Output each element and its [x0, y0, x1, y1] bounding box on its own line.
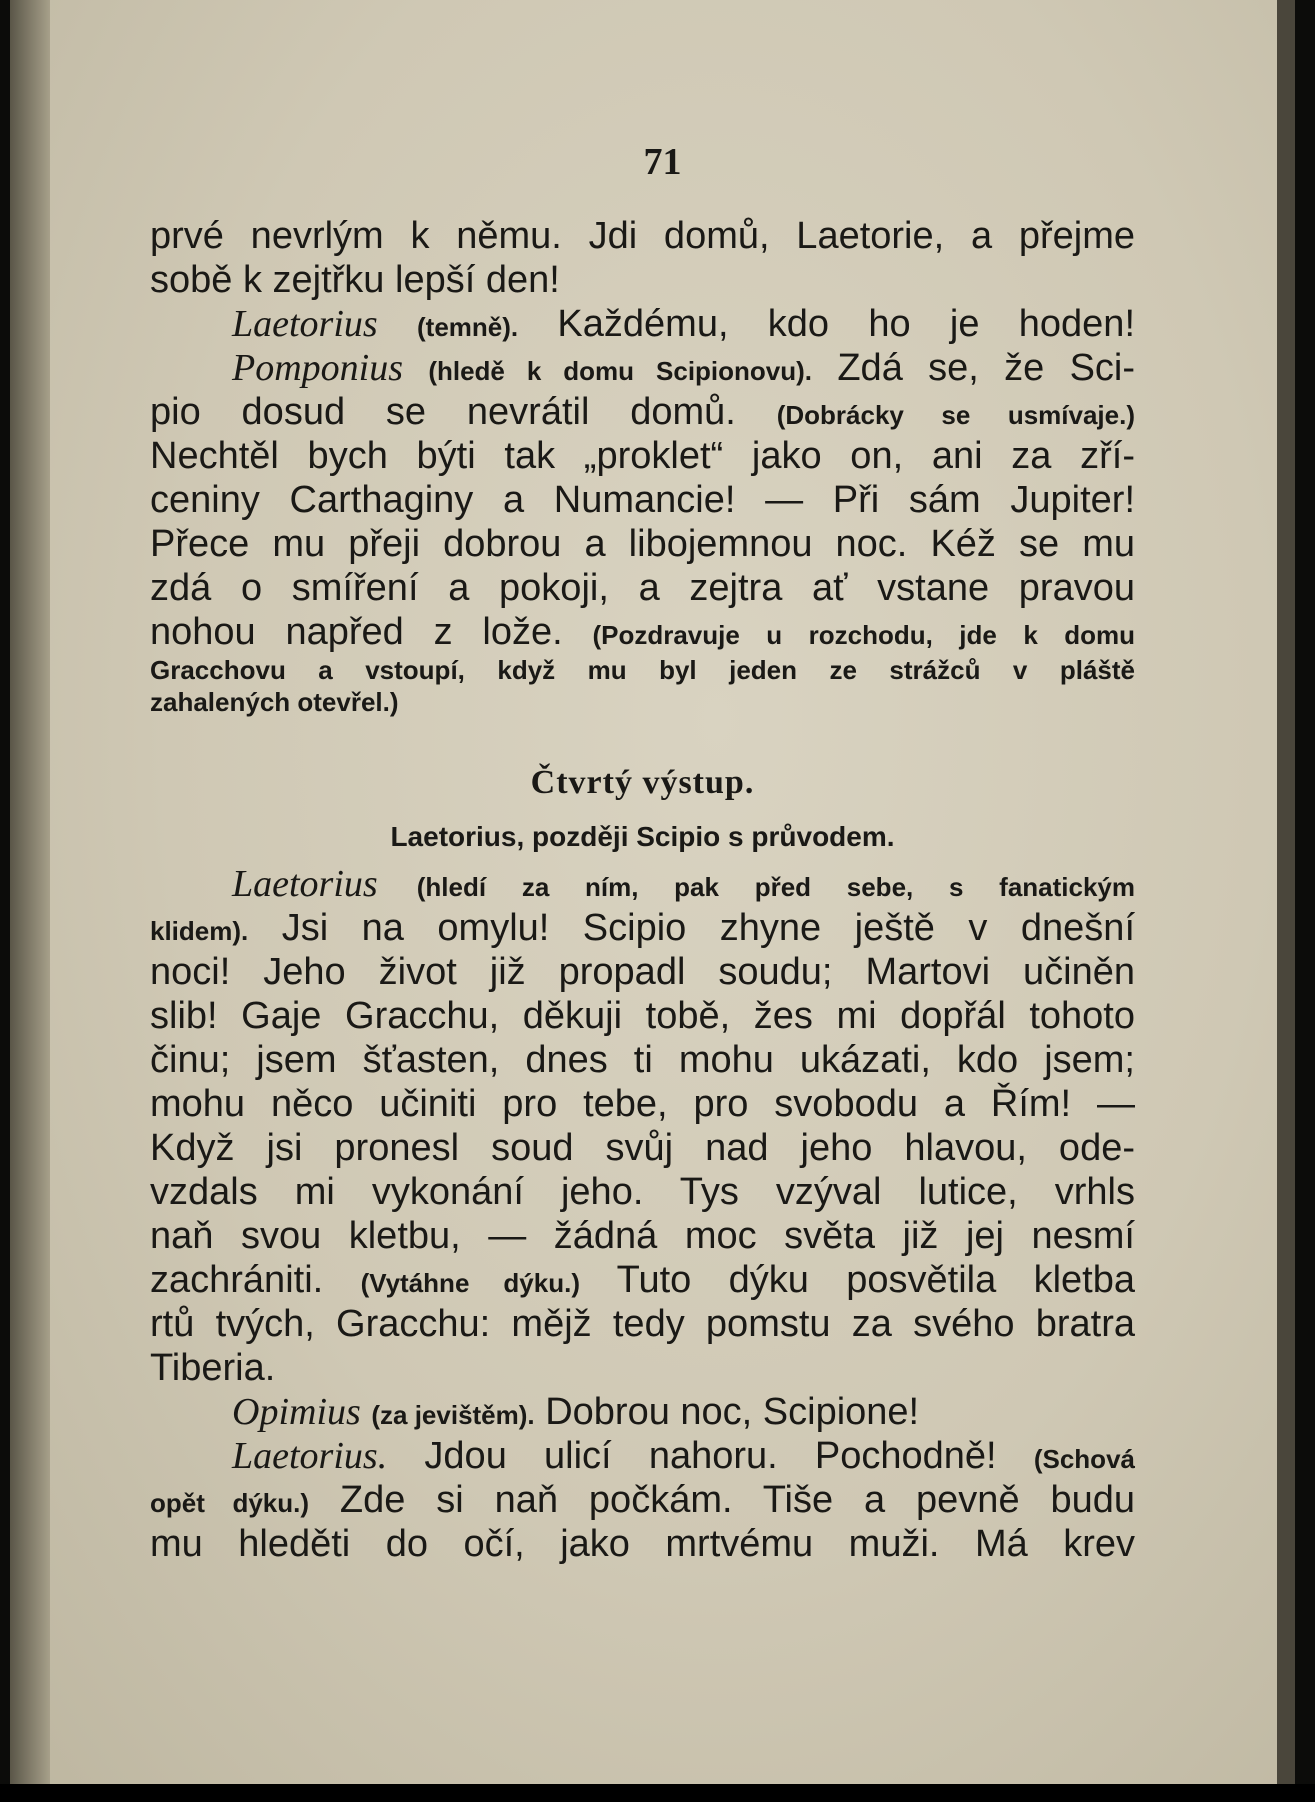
stage-direction: (za jevištěm). [371, 1400, 535, 1430]
stage-direction: (Vytáhne dýku.) [360, 1268, 580, 1298]
speech-text: Zdá se, že Sci- [837, 347, 1136, 389]
speech-text: Zde si naň počkám. Tiše a pevně budu [339, 1479, 1136, 1521]
page-binding-edge [10, 0, 50, 1802]
text-line: činu; jsem šťasten, dnes ti mohu ukázati, kdo jsem; [150, 1039, 1135, 1081]
speech-text: zachrániti. [150, 1259, 324, 1301]
speech-text: Dobrou noc, Scipione! [545, 1391, 920, 1433]
scene-persons: Laetorius, později Scipio s průvodem. [390, 821, 895, 852]
speech-text: Každému, kdo ho je hoden! [557, 303, 1135, 345]
text-line [150, 390, 1135, 434]
speech-text: Jdou ulicí nahoru. Pochodně! [424, 1435, 997, 1477]
speech-text: Tuto dýku posvětila kletba [616, 1259, 1135, 1301]
text-line: naň svou kletbu, — žádná moc světa již jej nesmí [150, 1215, 1135, 1257]
text-line: rtů tvých, Gracchu: mějž tedy pomstu za svého bratra [150, 1303, 1135, 1345]
text-line: vzdals mi vykonání jeho. Tys vzýval lutice, vrhls [150, 1171, 1135, 1213]
speech-line [150, 346, 1135, 390]
scene-heading: Čtvrtý výstup. [530, 764, 755, 801]
stage-direction: (hledě k domu Scipionovu). [428, 356, 813, 386]
text-line: Nechtěl bych býti tak „proklet“ jako on, ani za zří- [150, 435, 1135, 477]
text-line: sobě k zejtřku lepší den! [150, 259, 560, 301]
page-text [150, 140, 1135, 1566]
stage-direction: (Pozdravuje u rozchodu, jde k domu [592, 620, 1136, 650]
page-right-edge [1277, 0, 1295, 1802]
stage-direction: (temně). [417, 312, 519, 342]
page-number: 71 [643, 141, 682, 183]
speech-line [150, 302, 1135, 346]
speech-text: nohou napřed z lože. [150, 611, 563, 653]
stage-direction-line: Gracchovu a vstoupí, když mu byl jeden ze strážců v pláště [150, 655, 1135, 685]
text-line [150, 906, 1135, 950]
stage-direction: (Dobrácky se usmívaje.) [776, 400, 1135, 430]
stage-direction: opět dýku.) [150, 1488, 310, 1518]
text-line: Přece mu přeji dobrou a libojemnou noc. Kéž se mu [150, 523, 1135, 565]
text-line: mohu něco učiniti pro tebe, pro svobodu a Řím! — [150, 1083, 1135, 1125]
speaker-name: Laetorius. [232, 1435, 388, 1477]
text-line: ceniny Carthaginy a Numancie! — Při sám Jupiter! [150, 479, 1135, 521]
speaker-name: Opimius [232, 1391, 361, 1433]
speech-text: Jsi na omylu! Scipio zhyne ještě v dnešní [281, 907, 1135, 949]
text-line [150, 1258, 1135, 1302]
text-line: prvé nevrlým k němu. Jdi domů, Laetorie, a přejme [150, 215, 1135, 257]
stage-direction: (Schová [1033, 1444, 1135, 1474]
text-line: mu hleděti do očí, jako mrtvému muži. Má krev [150, 1523, 1135, 1565]
speech-text: pio dosud se nevrátil domů. [150, 391, 736, 433]
text-line: noci! Jeho život již propadl soudu; Martovi učiněn [150, 951, 1135, 993]
text-line: zdá o smíření a pokoji, a zejtra ať vstane pravou [150, 567, 1135, 609]
stage-direction-line: zahalených otevřel.) [150, 687, 399, 717]
speech-line [150, 862, 1135, 906]
speech-line [150, 1390, 1135, 1434]
text-line [150, 610, 1135, 654]
speaker-name: Laetorius [232, 863, 378, 905]
speaker-name: Laetorius [232, 303, 378, 345]
scan-bottom-border [0, 1784, 1315, 1802]
speaker-name: Pomponius [232, 347, 403, 389]
stage-direction: klidem). [150, 916, 249, 946]
text-line: Když jsi pronesl soud svůj nad jeho hlavou, ode- [150, 1127, 1135, 1169]
text-line: slib! Gaje Gracchu, děkuji tobě, žes mi dopřál tohoto [150, 995, 1135, 1037]
speech-line [150, 1434, 1135, 1478]
text-line [150, 1478, 1135, 1522]
stage-direction: (hledí za ním, pak před sebe, s fanatickým [416, 872, 1135, 902]
text-line: Tiberia. [150, 1347, 276, 1389]
